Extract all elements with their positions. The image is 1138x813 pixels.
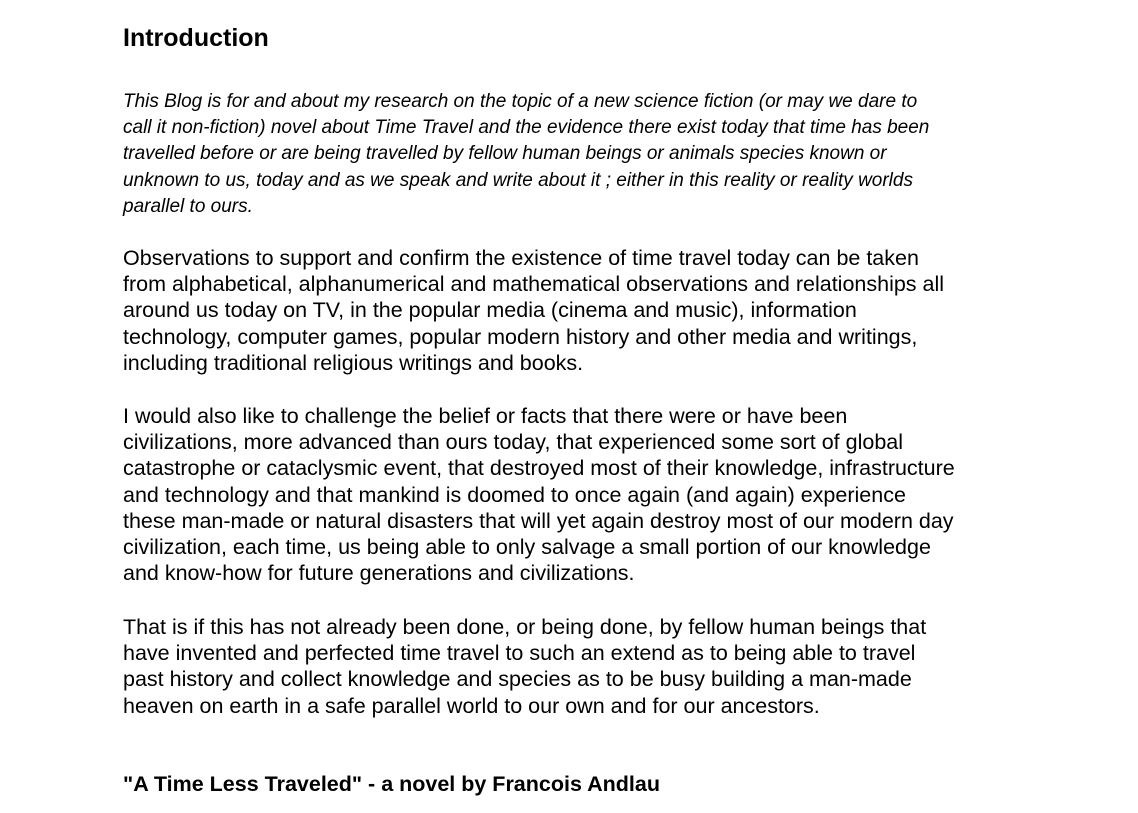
intro-line: travelled before or are being travelled by fellow human beings or animals species known or <box>123 143 887 165</box>
paragraph-line: technology, computer games, popular modern history and other media and writings, <box>123 324 918 349</box>
intro-line: call it non-fiction) novel about Time Travel and the evidence there exist today that time has been <box>123 117 930 139</box>
body-paragraph-observations <box>123 245 1023 376</box>
intro-line: This Blog is for and about my research on the topic of a new science fiction (or may we dare to <box>123 91 918 112</box>
paragraph-line: That is if this has not already been done, or being done, by fellow human beings that <box>123 615 927 639</box>
paragraph-line: around us today on TV, in the popular media (cinema and music), information <box>123 298 857 323</box>
intro-line: parallel to ours. <box>123 195 253 217</box>
paragraph-line: heaven on earth in a safe parallel world to our own and for our ancestors. <box>123 693 820 718</box>
intro-paragraph <box>123 89 1023 220</box>
paragraph-line: civilization, each time, us being able to only salvage a small portion of our knowledge <box>123 535 931 560</box>
paragraph-line: civilizations, more advanced than ours today, that experienced some sort of global <box>123 430 904 455</box>
novel-signature: "A Time Less Traveled" - a novel by Francois Andlau <box>123 772 660 796</box>
intro-line: unknown to us, today and as we speak and write about it ; either in this reality or reality worlds <box>123 169 913 191</box>
paragraph-line: including traditional religious writings and books. <box>123 350 584 375</box>
paragraph-line: have invented and perfected time travel to such an extend as to being able to travel <box>123 641 916 666</box>
paragraph-line: these man-made or natural disasters that will yet again destroy most of our modern day <box>123 508 954 533</box>
paragraph-line: from alphabetical, alphanumerical and mathematical observations and relationships all <box>123 272 945 297</box>
paragraph-line: catastrophe or cataclysmic event, that destroyed most of their knowledge, infrastructure <box>123 456 955 481</box>
paragraph-line: Observations to support and confirm the existence of time travel today can be taken <box>123 246 919 270</box>
paragraph-line: and technology and that mankind is doomed to once again (and again) experience <box>123 482 906 507</box>
paragraph-line: past history and collect knowledge and species as to be busy building a man-made <box>123 667 912 692</box>
paragraph-line: I would also like to challenge the belief or facts that there were or have been <box>123 404 848 428</box>
body-paragraph-conclusion <box>123 614 1023 719</box>
page-title: Introduction <box>123 24 269 52</box>
body-paragraph-challenge <box>123 403 1023 586</box>
paragraph-line: and know-how for future generations and civilizations. <box>123 561 635 586</box>
